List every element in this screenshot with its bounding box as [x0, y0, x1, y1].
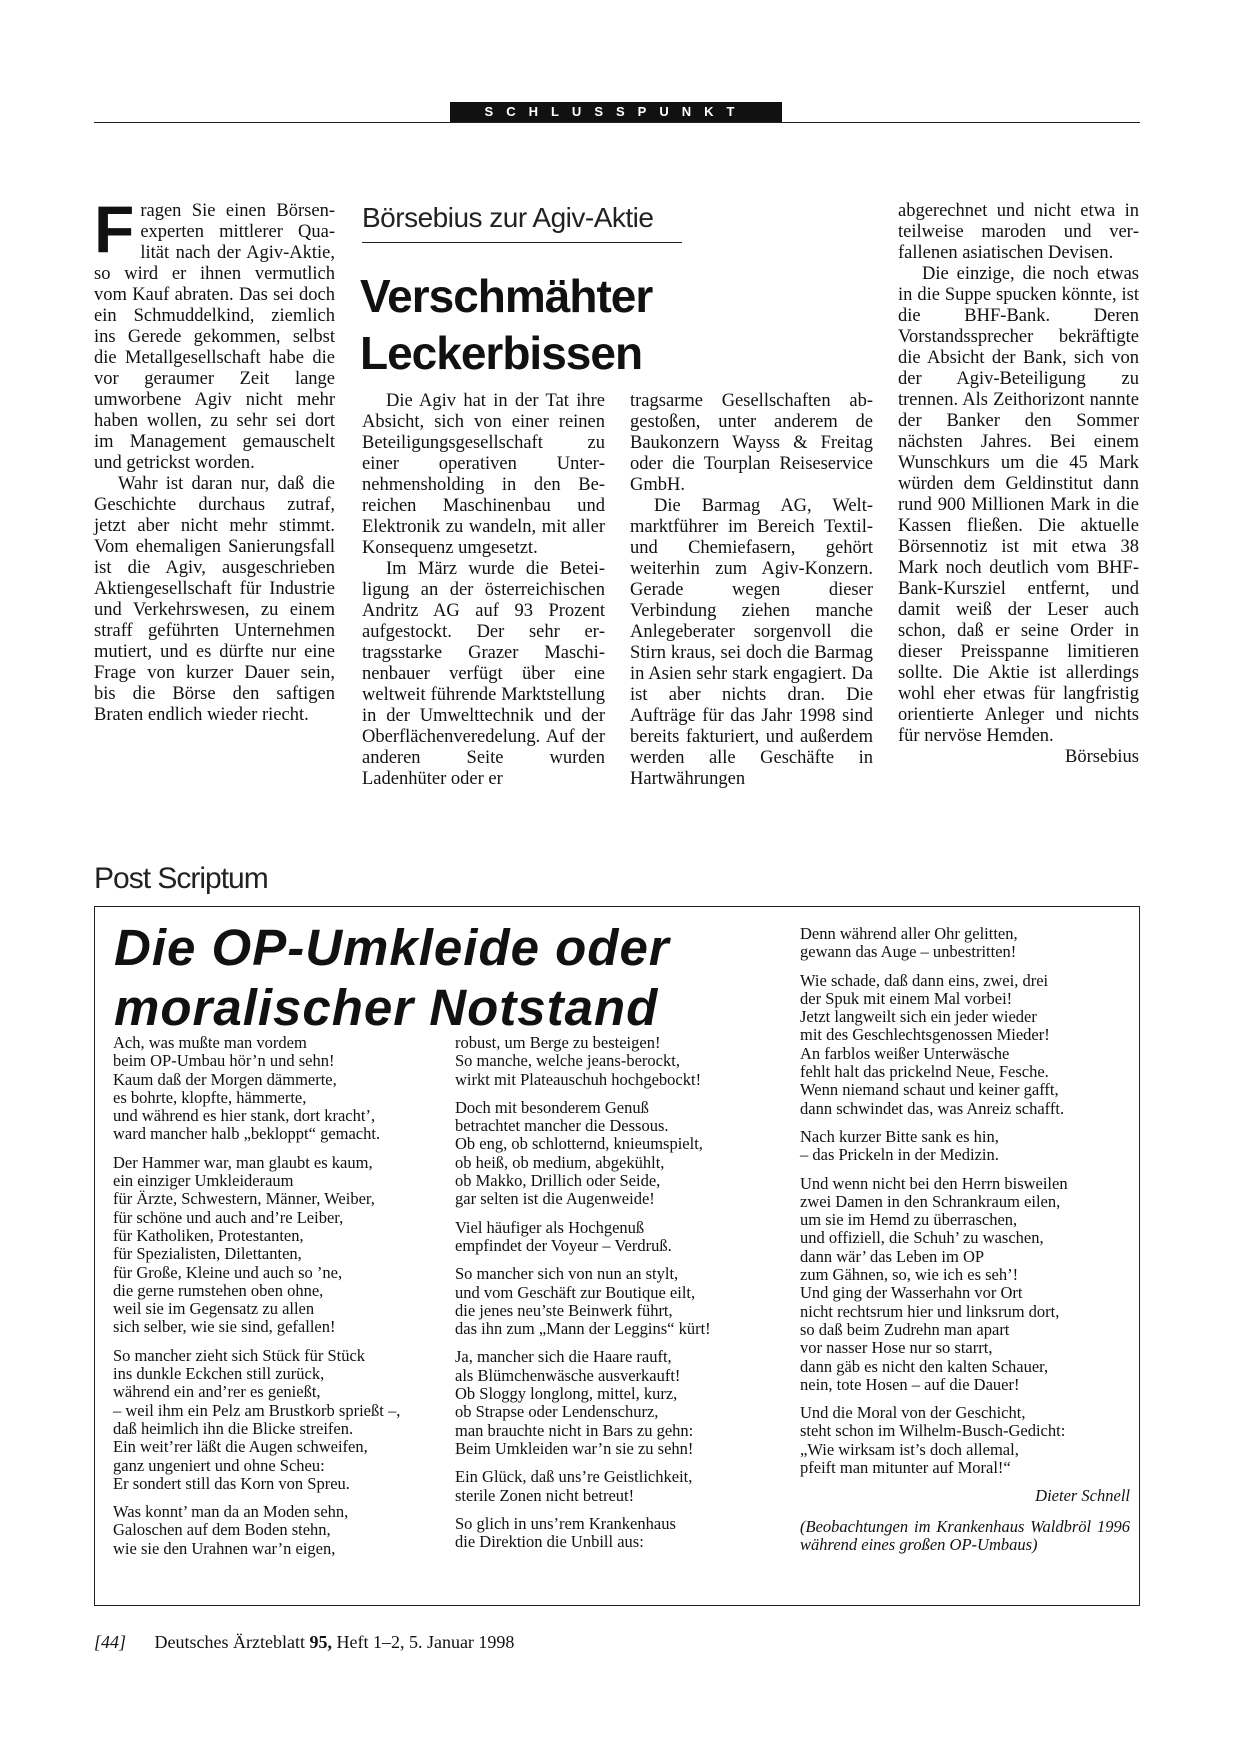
article-paragraph	[898, 264, 1139, 767]
article-paragraph: Die Agiv hat in der Tat ihre Absicht, sich von einer reinen Beteiligungsgesellschaft zu einer operativen Unternehmensholding in den Bereichen Maschinenbau und Elektronik zu wandeln, mit aller Konsequenz umgesetzt.	[362, 391, 605, 558]
journal-issue: Heft 1–2, 5. Januar 1998	[336, 1632, 515, 1652]
poem-stanza: Doch mit besonderem Genuß betrachtet mancher die Dessous. Ob eng, ob schlotternd, knieumspielt, ob heiß, ob medium, abgekühlt, ob Makko, Drillich oder Seide, gar selten ist die Augenweide!	[455, 1097, 703, 1209]
poem-stanza: Wie schade, daß dann eins, zwei, drei der Spuk mit einem Mal vorbei! Jetzt langweilt sich ein jeder wieder mit des Geschlechtsgenossen Mieder! An farblos weißer Unterwäsche fehlt halt das prickelnd Neue, Fesche. Wenn niemand schaut und keiner gafft, dann schwindet das, was Anreiz schafft.	[800, 970, 1065, 1118]
poem-stanza: Ach, was mußte man vordem beim OP-Umbau hör’n und sehn! Kaum daß der Morgen dämmerte, es bohrte, klopfte, hämmerte, und während es hier stank, dort kracht’, ward mancher halb „bekloppt“ gemacht.	[113, 1033, 381, 1144]
header-rule	[94, 122, 1140, 123]
headline-line-2: Leckerbissen	[360, 327, 643, 379]
article-headline	[360, 268, 790, 382]
headline-line-1: Verschmähter	[360, 270, 653, 322]
drop-cap: F	[94, 192, 135, 266]
poem-stanza: So mancher sich von nun an stylt, und vom Geschäft zur Boutique eilt, die jenes neu’ste Beinwerk führt, das ihn zum „Mann der Leggins“ kürt!	[455, 1264, 711, 1339]
poem-column-3	[800, 925, 1130, 1554]
poem-note: (Beobachtungen im Krankenhaus Waldbröl 1996 während eines großen OP-Umbaus)	[800, 1516, 1130, 1554]
journal-volume: 95,	[309, 1632, 332, 1652]
poem-author: Dieter Schnell	[1035, 1486, 1130, 1506]
poem-stanza: Nach kurzer Bitte sank es hin, – das Prickeln in der Medizin.	[800, 1126, 999, 1165]
article-paragraph: tragsarme Gesellschaften abgestoßen, unter anderem de Baukonzern Wayss & Freitag oder die Tourplan Reiseservice GmbH.	[630, 391, 873, 495]
article-paragraph: ragen Sie einen Börsenexperten mittlerer Qualität nach der Agiv-Aktie, so wird er ihnen vermutlich vom Kauf abraten. Das sei doch ein Schmuddelkind, ziemlich ins Gerede gekommen, selbst die Metallgesellschaft habe die vor geraumer Zeit lange umworbene Agiv nicht mehr haben wollen, zu sehr sei dort im Management gemauschelt und getrickst worden.	[94, 201, 335, 473]
poem-stanza: So glich in uns’rem Krankenhaus die Direktion die Unbill aus:	[455, 1513, 676, 1552]
poem-column-1	[113, 1034, 443, 1568]
article-paragraph: Wahr ist daran nur, daß die Geschichte durchaus zutraf, jetzt aber nicht mehr stimmt. Vom ehemaligen Sanierungsfall ist die Agiv, ausgeschrieben Aktiengesellschaft für Industrie und Verkehrswesen, zu einem straff geführten Unternehmen mutiert, und es dürfte nur eine Frage von kurzer Dauer sein, bis die Börse den saftigen Braten endlich wieder riecht.	[94, 474, 335, 725]
postscriptum-label: Post Scriptum	[94, 862, 268, 895]
article-kicker: Börsebius zur Agiv-Aktie	[362, 202, 654, 233]
poem-stanza: Der Hammer war, man glaubt es kaum, ein einziger Umkleideraum für Ärzte, Schwestern, Männer, Weiber, für schöne und auch and’re Leiber, für Katholiken, Protestanten, für Spezialisten, Dilettanten, für Große, Kleine und auch so ’ne, die gerne rumstehen oben ohne, weil sie im Gegensatz zu allen sich selber, wie sie sind, gefallen!	[113, 1152, 375, 1337]
poem-stanza: Ja, mancher sich die Haare rauft, als Blümchenwäsche ausverkauft! Ob Sloggy longlong, mittel, kurz, ob Strapse oder Lendenschurz, man brauchte nicht in Bars zu gehn: Beim Umkleiden war’n sie zu sehn!	[455, 1347, 694, 1458]
poem-stanza: So mancher zieht sich Stück für Stück ins dunkle Eckchen still zurück, während ein and’rer es genießt, – weil ihm ein Pelz am Brustkorb sprießt –, daß heimlich ihn die Blicke streifen. Ein weit’rer läßt die Augen schweifen, ganz ungeniert und ohne Scheu: Er sondert still das Korn von Spreu.	[113, 1345, 401, 1493]
postscriptum-title-line-2: moralischer Notstand	[114, 979, 659, 1036]
poem-stanza: robust, um Berge zu besteigen! So manche, welche jeans-berockt, wirkt mit Plateauschuh hochgebockt!	[455, 1033, 702, 1089]
page-footer	[94, 1632, 514, 1653]
poem-column-2	[455, 1034, 775, 1561]
poem-stanza: Und wenn nicht bei den Herrn bisweilen zwei Damen in den Schrankraum eilen, um sie im Hemd zu überraschen, und offiziell, die Schuh’ zu waschen, dann wär’ das Leben im OP zum Gähnen, so, wie ich es seh’! Und ging der Wasserhahn vor Ort nicht rechtsrum hier und linksrum dort, so daß beim Zudrehn man apart vor nasser Hose nur so starrt, dann gäb es nicht den kalten Schauer, nein, tote Hosen – auf die Dauer!	[800, 1173, 1068, 1394]
journal-name: Deutsches Ärzteblatt	[154, 1632, 305, 1652]
kicker-rule	[362, 242, 682, 243]
poem-stanza: Ein Glück, daß uns’re Geistlichkeit, sterile Zonen nicht betreut!	[455, 1467, 693, 1505]
section-label: SCHLUSSPUNKT	[450, 102, 782, 122]
poem-stanza: Und die Moral von der Geschicht, steht schon im Wilhelm-Busch-Gedicht: „Wie wirksam ist’s doch allemal, pfeift man mitunter auf Moral!“	[800, 1403, 1066, 1478]
article-paragraph: Die Barmag AG, Weltmarktführer im Bereich Textil- und Chemiefasern, gehört weiterhin zum Agiv-Konzern. Gerade wegen dieser Verbindung ziehen manche Anlegeberater sorgenvoll die Stirn kraus, sei doch die Barmag in Asien sehr stark engagiert. Da ist aber nichts dran. Die Aufträge für das Jahr 1998 sind bereits fakturiert, und außerdem werden alle Geschäfte in Hartwährungen	[630, 496, 873, 789]
poem-stanza: Was konnt’ man da an Moden sehn, Galoschen auf dem Boden stehn, wie sie den Urahnen war’n eigen,	[113, 1502, 349, 1558]
article-column-2	[362, 391, 605, 790]
poem-stanza: Denn während aller Ohr gelitten, gewann das Auge – unbestritten!	[800, 924, 1018, 962]
article-column-4	[898, 201, 1139, 768]
page-number: [44]	[94, 1632, 127, 1652]
article-signature: Börsebius	[1065, 747, 1139, 767]
article-paragraph-text: Die einzige, die noch etwas in die Suppe spucken könnte, ist die BHF-Bank. Deren Vorstandssprecher bekräftigte die Absicht der Bank, sich von der Agiv-Beteiligung zu trennen. Als Zeithorizont nannte der Banker den Sommer nächsten Jahres. Bei einem Wunschkurs um die 45 Mark würden dem Geldinstitut dann rund 900 Millionen Mark in die Kassen fließen. Die aktuelle Börsennotiz ist mit etwa 38 Mark noch deutlich vom BHF-Bank-Kursziel entfernt, und damit weiß der Leser auch schon, daß er seine Order in dieser Preisspanne limitieren sollte. Die Aktie ist allerdings wohl eher etwas für langfristig orientierte Anleger und nichts für nervöse Hemden.	[898, 264, 1139, 746]
article-paragraph: Im März wurde die Beteiligung an der österreichischen Andritz AG auf 93 Prozent aufgestockt. Der sehr ertragsstarke Grazer Maschinenbauer verfügt über eine weltweit führende Marktstellung in der Umwelttechnik und der Oberflächenveredelung. Auf der anderen Seite wurden Ladenhüter oder er	[362, 559, 605, 789]
article-column-3	[630, 391, 873, 790]
postscriptum-title	[114, 918, 794, 1038]
postscriptum-title-line-1: Die OP-Umkleide oder	[114, 919, 670, 976]
article-paragraph: abgerechnet und nicht etwa in teilweise maroden und verfallenen asiatischen Devisen.	[898, 201, 1139, 263]
poem-stanza: Viel häufiger als Hochgenuß empfindet der Voyeur – Verdruß.	[455, 1217, 672, 1255]
article-column-1	[94, 192, 335, 726]
